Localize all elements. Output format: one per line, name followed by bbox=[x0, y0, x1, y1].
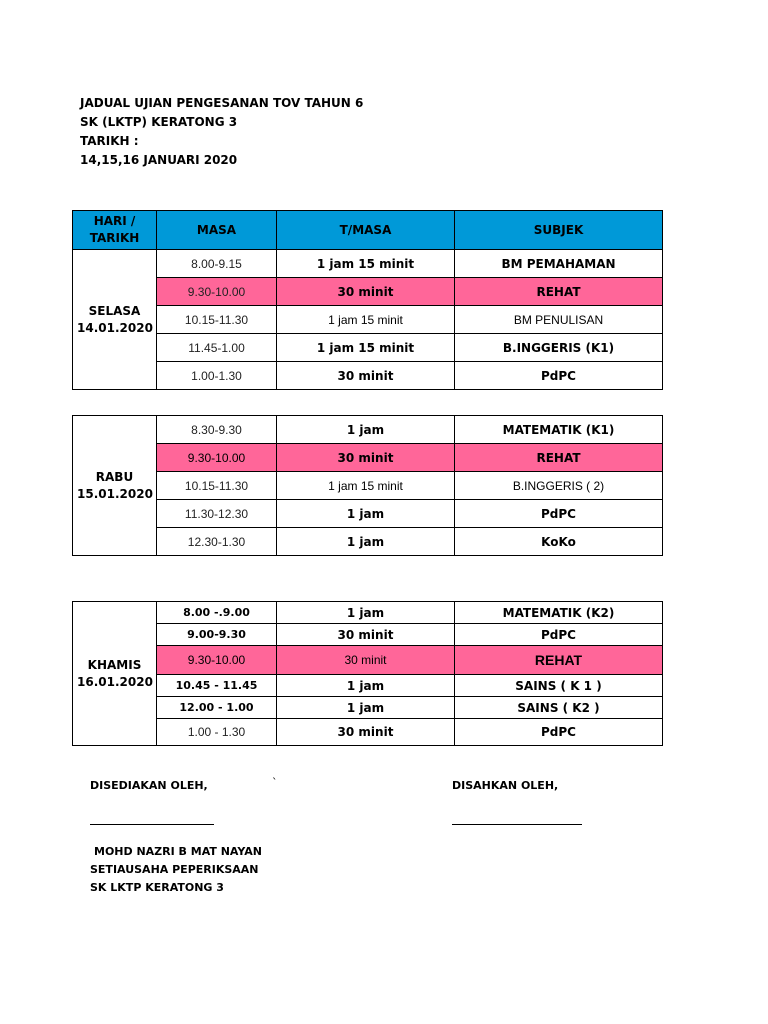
table-row bbox=[73, 334, 663, 362]
time-cell: 9.30-10.00 bbox=[157, 278, 277, 306]
table-row bbox=[73, 528, 663, 556]
table-row bbox=[73, 250, 663, 278]
duration-cell: 30 minit bbox=[277, 719, 455, 746]
day-cell: RABU 15.01.2020 bbox=[73, 416, 157, 556]
approved-by-label: DISAHKAN OLEH, bbox=[452, 779, 559, 792]
school-name: SK (LKTP) KERATONG 3 bbox=[80, 115, 238, 129]
stray-tick-mark: ` bbox=[272, 776, 278, 789]
header-subjek: SUBJEK bbox=[455, 211, 663, 250]
preparer-position: SETIAUSAHA PEPERIKSAAN bbox=[90, 863, 259, 876]
subject-cell: PdPC bbox=[455, 719, 663, 746]
time-cell: 8.00-9.15 bbox=[157, 250, 277, 278]
duration-cell: 1 jam bbox=[277, 602, 455, 624]
duration-cell: 1 jam 15 minit bbox=[277, 472, 455, 500]
date-label: TARIKH : bbox=[80, 134, 139, 148]
duration-cell: 1 jam bbox=[277, 500, 455, 528]
day-cell: KHAMIS 16.01.2020 bbox=[73, 602, 157, 746]
subject-cell: REHAT bbox=[455, 278, 663, 306]
duration-cell: 30 minit bbox=[277, 444, 455, 472]
time-cell: 10.45 - 11.45 bbox=[157, 675, 277, 697]
duration-cell: 30 minit bbox=[277, 362, 455, 390]
table-row bbox=[73, 602, 663, 624]
table-row bbox=[73, 675, 663, 697]
header-tmasa: T/MASA bbox=[277, 211, 455, 250]
duration-cell: 1 jam 15 minit bbox=[277, 306, 455, 334]
time-cell: 1.00-1.30 bbox=[157, 362, 277, 390]
subject-cell: PdPC bbox=[455, 362, 663, 390]
approved-signature-line bbox=[452, 824, 582, 825]
subject-cell: MATEMATIK (K1) bbox=[455, 416, 663, 444]
table-row-rehat bbox=[73, 444, 663, 472]
prepared-signature-line bbox=[90, 824, 214, 825]
subject-cell: PdPC bbox=[455, 624, 663, 646]
table-row-rehat bbox=[73, 278, 663, 306]
day-cell: SELASA 14.01.2020 bbox=[73, 250, 157, 390]
subject-cell: KoKo bbox=[455, 528, 663, 556]
table-row bbox=[73, 500, 663, 528]
schedule-table-selasa bbox=[72, 210, 663, 390]
duration-cell: 30 minit bbox=[277, 646, 455, 675]
duration-cell: 1 jam 15 minit bbox=[277, 250, 455, 278]
time-cell: 10.15-11.30 bbox=[157, 306, 277, 334]
schedule-table-rabu bbox=[72, 415, 663, 556]
schedule-table-khamis bbox=[72, 601, 663, 746]
subject-cell: SAINS ( K 1 ) bbox=[455, 675, 663, 697]
time-cell: 8.30-9.30 bbox=[157, 416, 277, 444]
header-hari-tarikh: HARI / TARIKH bbox=[73, 211, 157, 250]
duration-cell: 1 jam bbox=[277, 416, 455, 444]
header-masa: MASA bbox=[157, 211, 277, 250]
table-row bbox=[73, 719, 663, 746]
duration-cell: 1 jam 15 minit bbox=[277, 334, 455, 362]
duration-cell: 1 jam bbox=[277, 528, 455, 556]
duration-cell: 30 minit bbox=[277, 624, 455, 646]
time-cell: 12.30-1.30 bbox=[157, 528, 277, 556]
subject-cell: SAINS ( K2 ) bbox=[455, 697, 663, 719]
duration-cell: 1 jam bbox=[277, 697, 455, 719]
time-cell: 1.00 - 1.30 bbox=[157, 719, 277, 746]
subject-cell: B.INGGERIS (K1) bbox=[455, 334, 663, 362]
subject-cell: BM PENULISAN bbox=[455, 306, 663, 334]
subject-cell: REHAT bbox=[455, 444, 663, 472]
subject-cell: B.INGGERIS ( 2) bbox=[455, 472, 663, 500]
preparer-details bbox=[90, 843, 262, 897]
table-row bbox=[73, 416, 663, 444]
table-row bbox=[73, 306, 663, 334]
table-header-row bbox=[73, 211, 663, 250]
time-cell: 8.00 -.9.00 bbox=[157, 602, 277, 624]
table-row bbox=[73, 624, 663, 646]
document-header bbox=[80, 94, 363, 170]
table-row-rehat bbox=[73, 646, 663, 675]
time-cell: 12.00 - 1.00 bbox=[157, 697, 277, 719]
time-cell: 11.30-12.30 bbox=[157, 500, 277, 528]
prepared-by-label: DISEDIAKAN OLEH, bbox=[90, 779, 208, 792]
table-row bbox=[73, 697, 663, 719]
subject-cell: BM PEMAHAMAN bbox=[455, 250, 663, 278]
subject-cell: MATEMATIK (K2) bbox=[455, 602, 663, 624]
time-cell: 11.45-1.00 bbox=[157, 334, 277, 362]
subject-cell: REHAT bbox=[455, 646, 663, 675]
table-row bbox=[73, 472, 663, 500]
document-title: JADUAL UJIAN PENGESANAN TOV TAHUN 6 bbox=[80, 96, 364, 110]
subject-cell: PdPC bbox=[455, 500, 663, 528]
exam-dates: 14,15,16 JANUARI 2020 bbox=[80, 153, 238, 167]
time-cell: 9.30-10.00 bbox=[157, 444, 277, 472]
table-row bbox=[73, 362, 663, 390]
preparer-school: SK LKTP KERATONG 3 bbox=[90, 881, 224, 894]
time-cell: 9.30-10.00 bbox=[157, 646, 277, 675]
time-cell: 10.15-11.30 bbox=[157, 472, 277, 500]
preparer-name: MOHD NAZRI B MAT NAYAN bbox=[94, 845, 263, 858]
time-cell: 9.00-9.30 bbox=[157, 624, 277, 646]
duration-cell: 1 jam bbox=[277, 675, 455, 697]
duration-cell: 30 minit bbox=[277, 278, 455, 306]
